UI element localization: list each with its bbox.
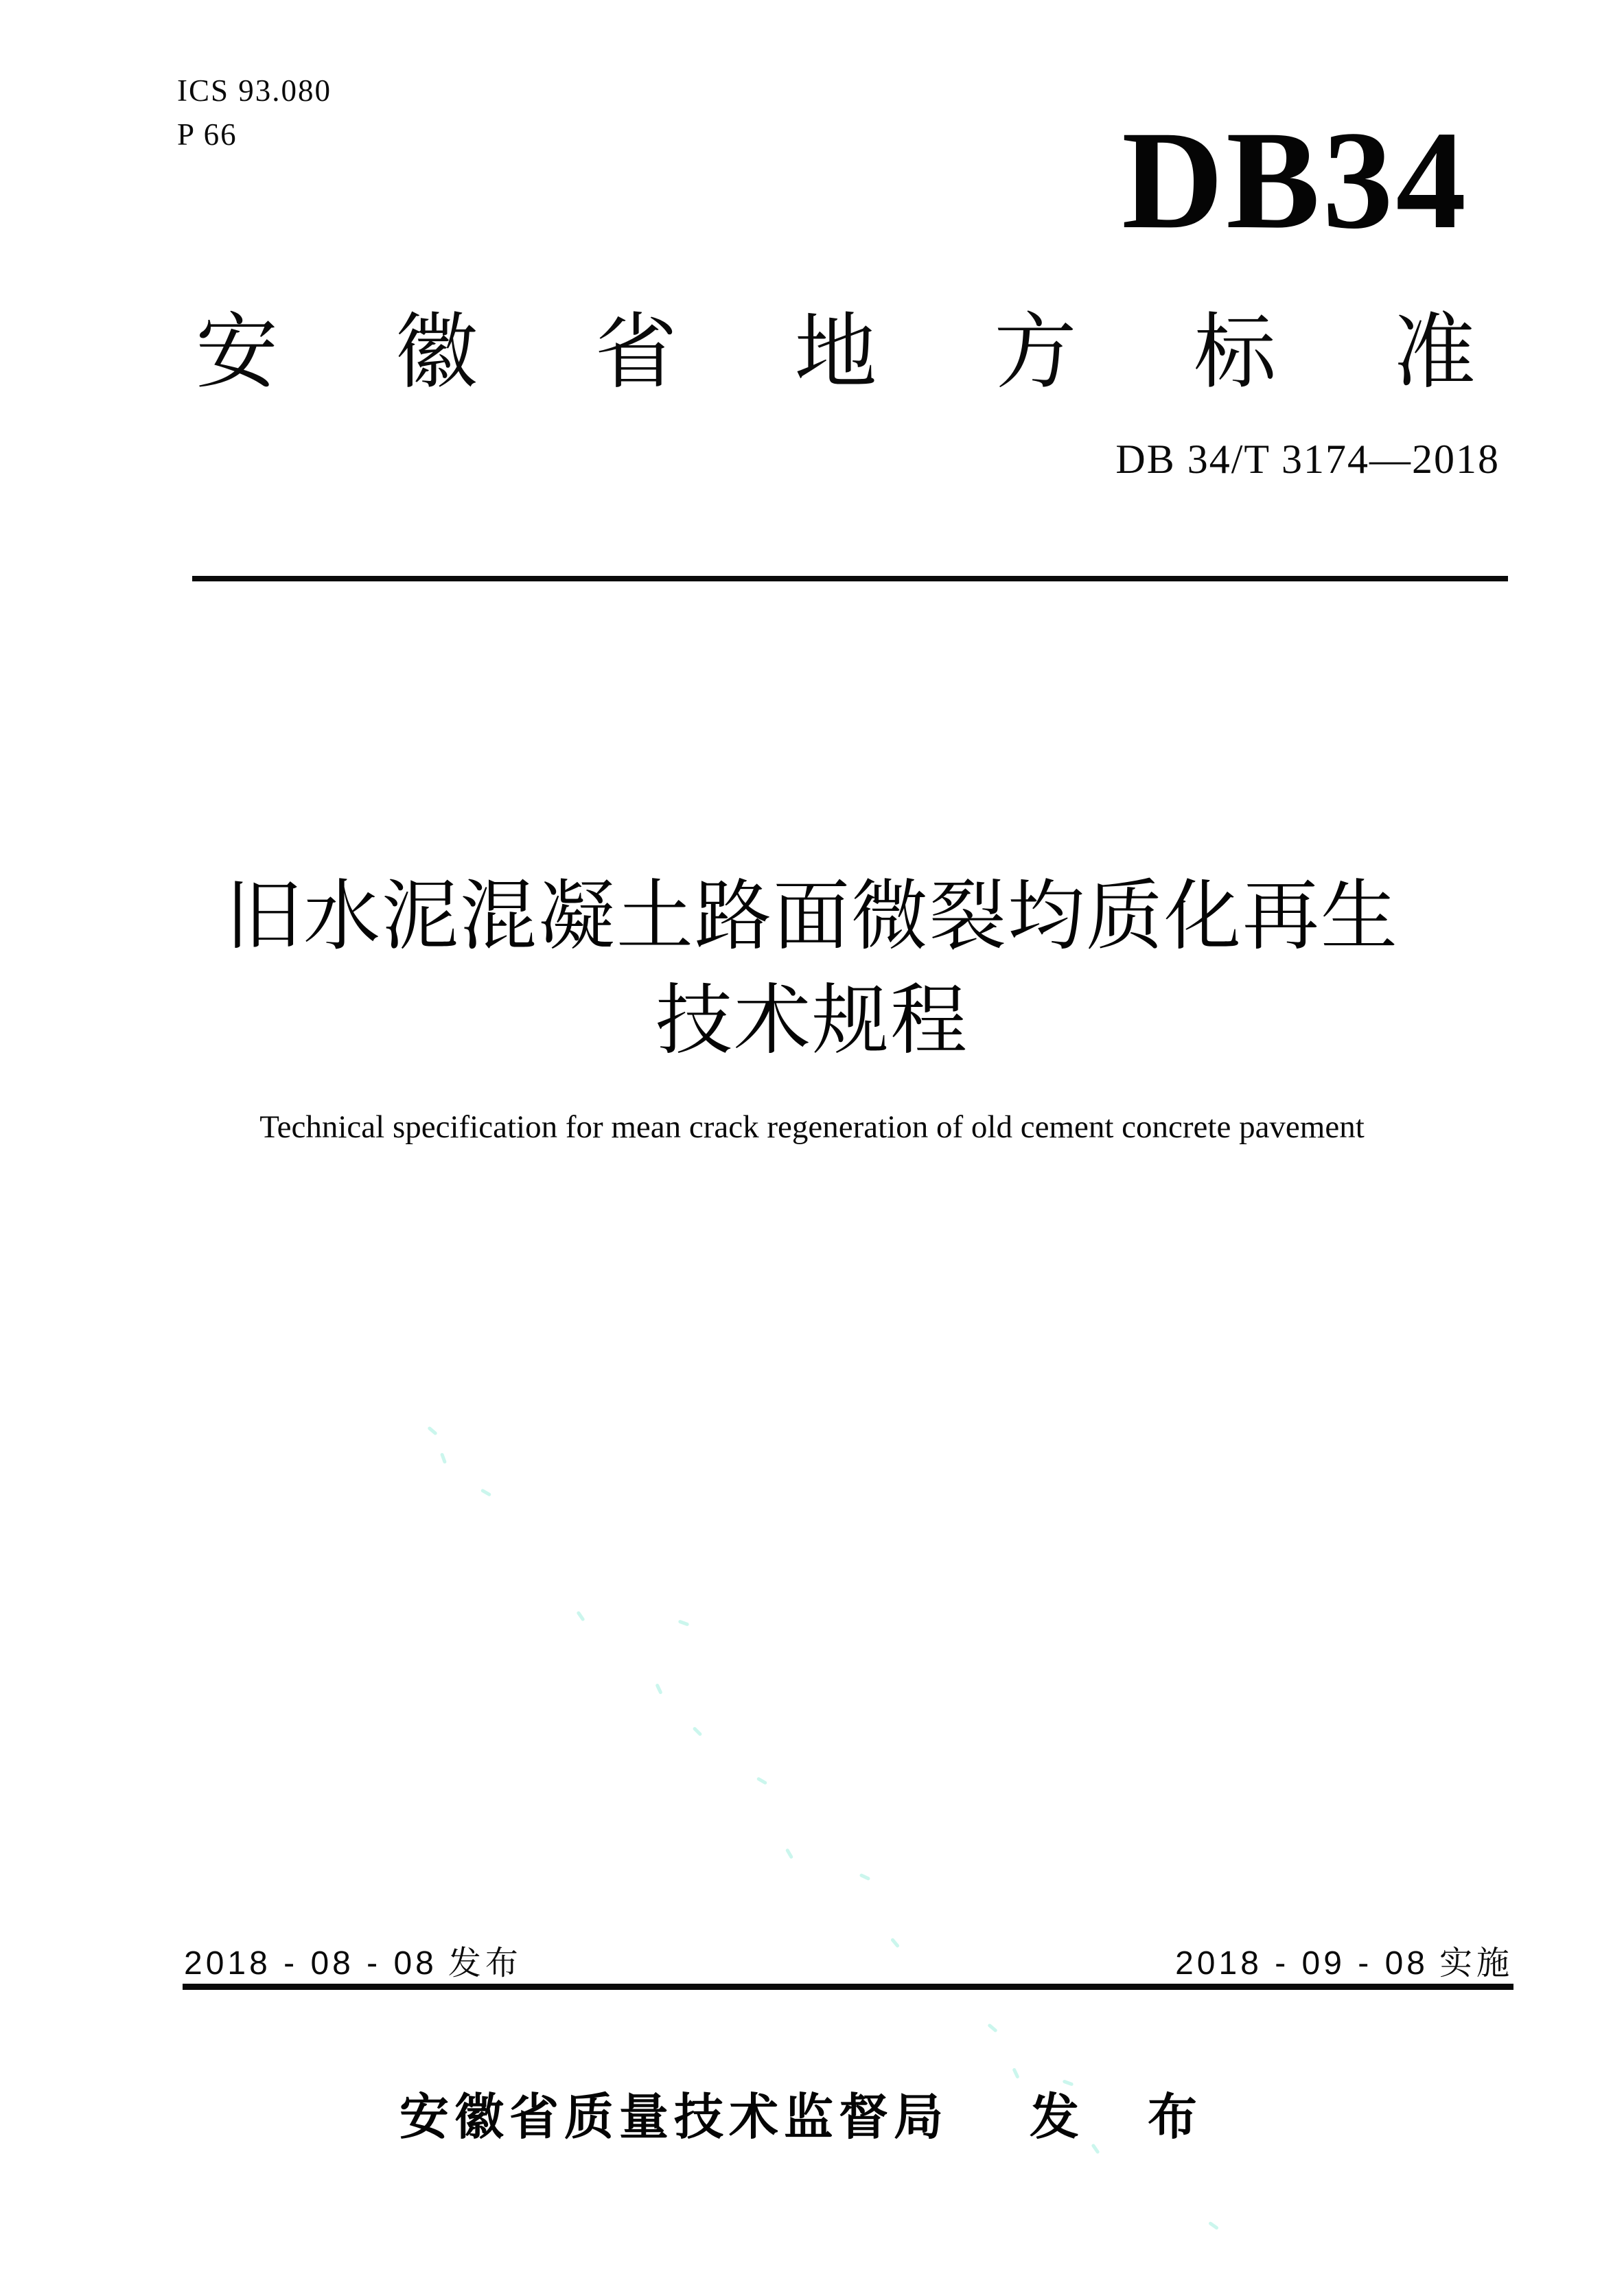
scan-artifact-speck: [427, 1426, 437, 1435]
implement-label: 实施: [1439, 1945, 1513, 1982]
category-char: 标: [1194, 306, 1277, 398]
scan-artifact-speck: [859, 1873, 871, 1881]
scan-artifact-speck: [1063, 2079, 1074, 2086]
scan-artifact-speck: [693, 1726, 703, 1737]
scan-artifact-speck: [678, 1619, 690, 1626]
db34-logo: DB34: [1122, 102, 1469, 258]
scan-artifact-speck: [440, 1452, 447, 1464]
footer-divider-rule: [183, 1984, 1513, 1990]
issue-date: 2018 - 08 - 08: [184, 1945, 437, 1982]
date-row: [184, 1944, 1513, 1984]
implement-date: 2018 - 09 - 08: [1175, 1945, 1428, 1982]
scan-artifact-speck: [1012, 2067, 1019, 2079]
category-char: 方: [994, 306, 1077, 398]
ics-code: ICS 93.080: [177, 73, 332, 108]
document-title-line1: 旧水泥混凝土路面微裂均质化再生: [225, 873, 1399, 959]
implement-date-group: [1175, 1944, 1513, 1984]
category-char: 准: [1393, 306, 1476, 398]
scan-artifact-speck: [785, 1848, 793, 1859]
publisher-name: 安徽省质量技术监督局: [399, 2090, 949, 2145]
document-title-english: Technical specification for mean crack regeneration of old cement concrete pavement: [259, 1109, 1365, 1145]
scan-artifact-speck: [1208, 2221, 1219, 2230]
publisher-row: [0, 2088, 1624, 2147]
header-divider-rule: [192, 576, 1508, 581]
category-char: 省: [594, 306, 677, 398]
scan-artifact-speck: [480, 1488, 491, 1496]
standard-number: DB 34/T 3174—2018: [1115, 437, 1500, 482]
china-class-code: P 66: [177, 117, 237, 152]
standard-category-title: [196, 308, 1476, 397]
category-char: 安: [196, 306, 278, 398]
issue-date-group: [184, 1944, 522, 1984]
scan-artifact-speck: [987, 2023, 997, 2032]
scan-artifact-speck: [756, 1776, 767, 1785]
release-label: 发 布: [1030, 2090, 1225, 2145]
document-title-line2: 技术规程: [656, 977, 968, 1063]
category-char: 徽: [395, 306, 478, 398]
scan-artifact-speck: [655, 1683, 662, 1695]
issue-label: 发布: [448, 1945, 522, 1982]
classification-codes: [177, 69, 332, 156]
category-char: 地: [794, 306, 877, 398]
scan-artifact-speck: [576, 1611, 585, 1622]
